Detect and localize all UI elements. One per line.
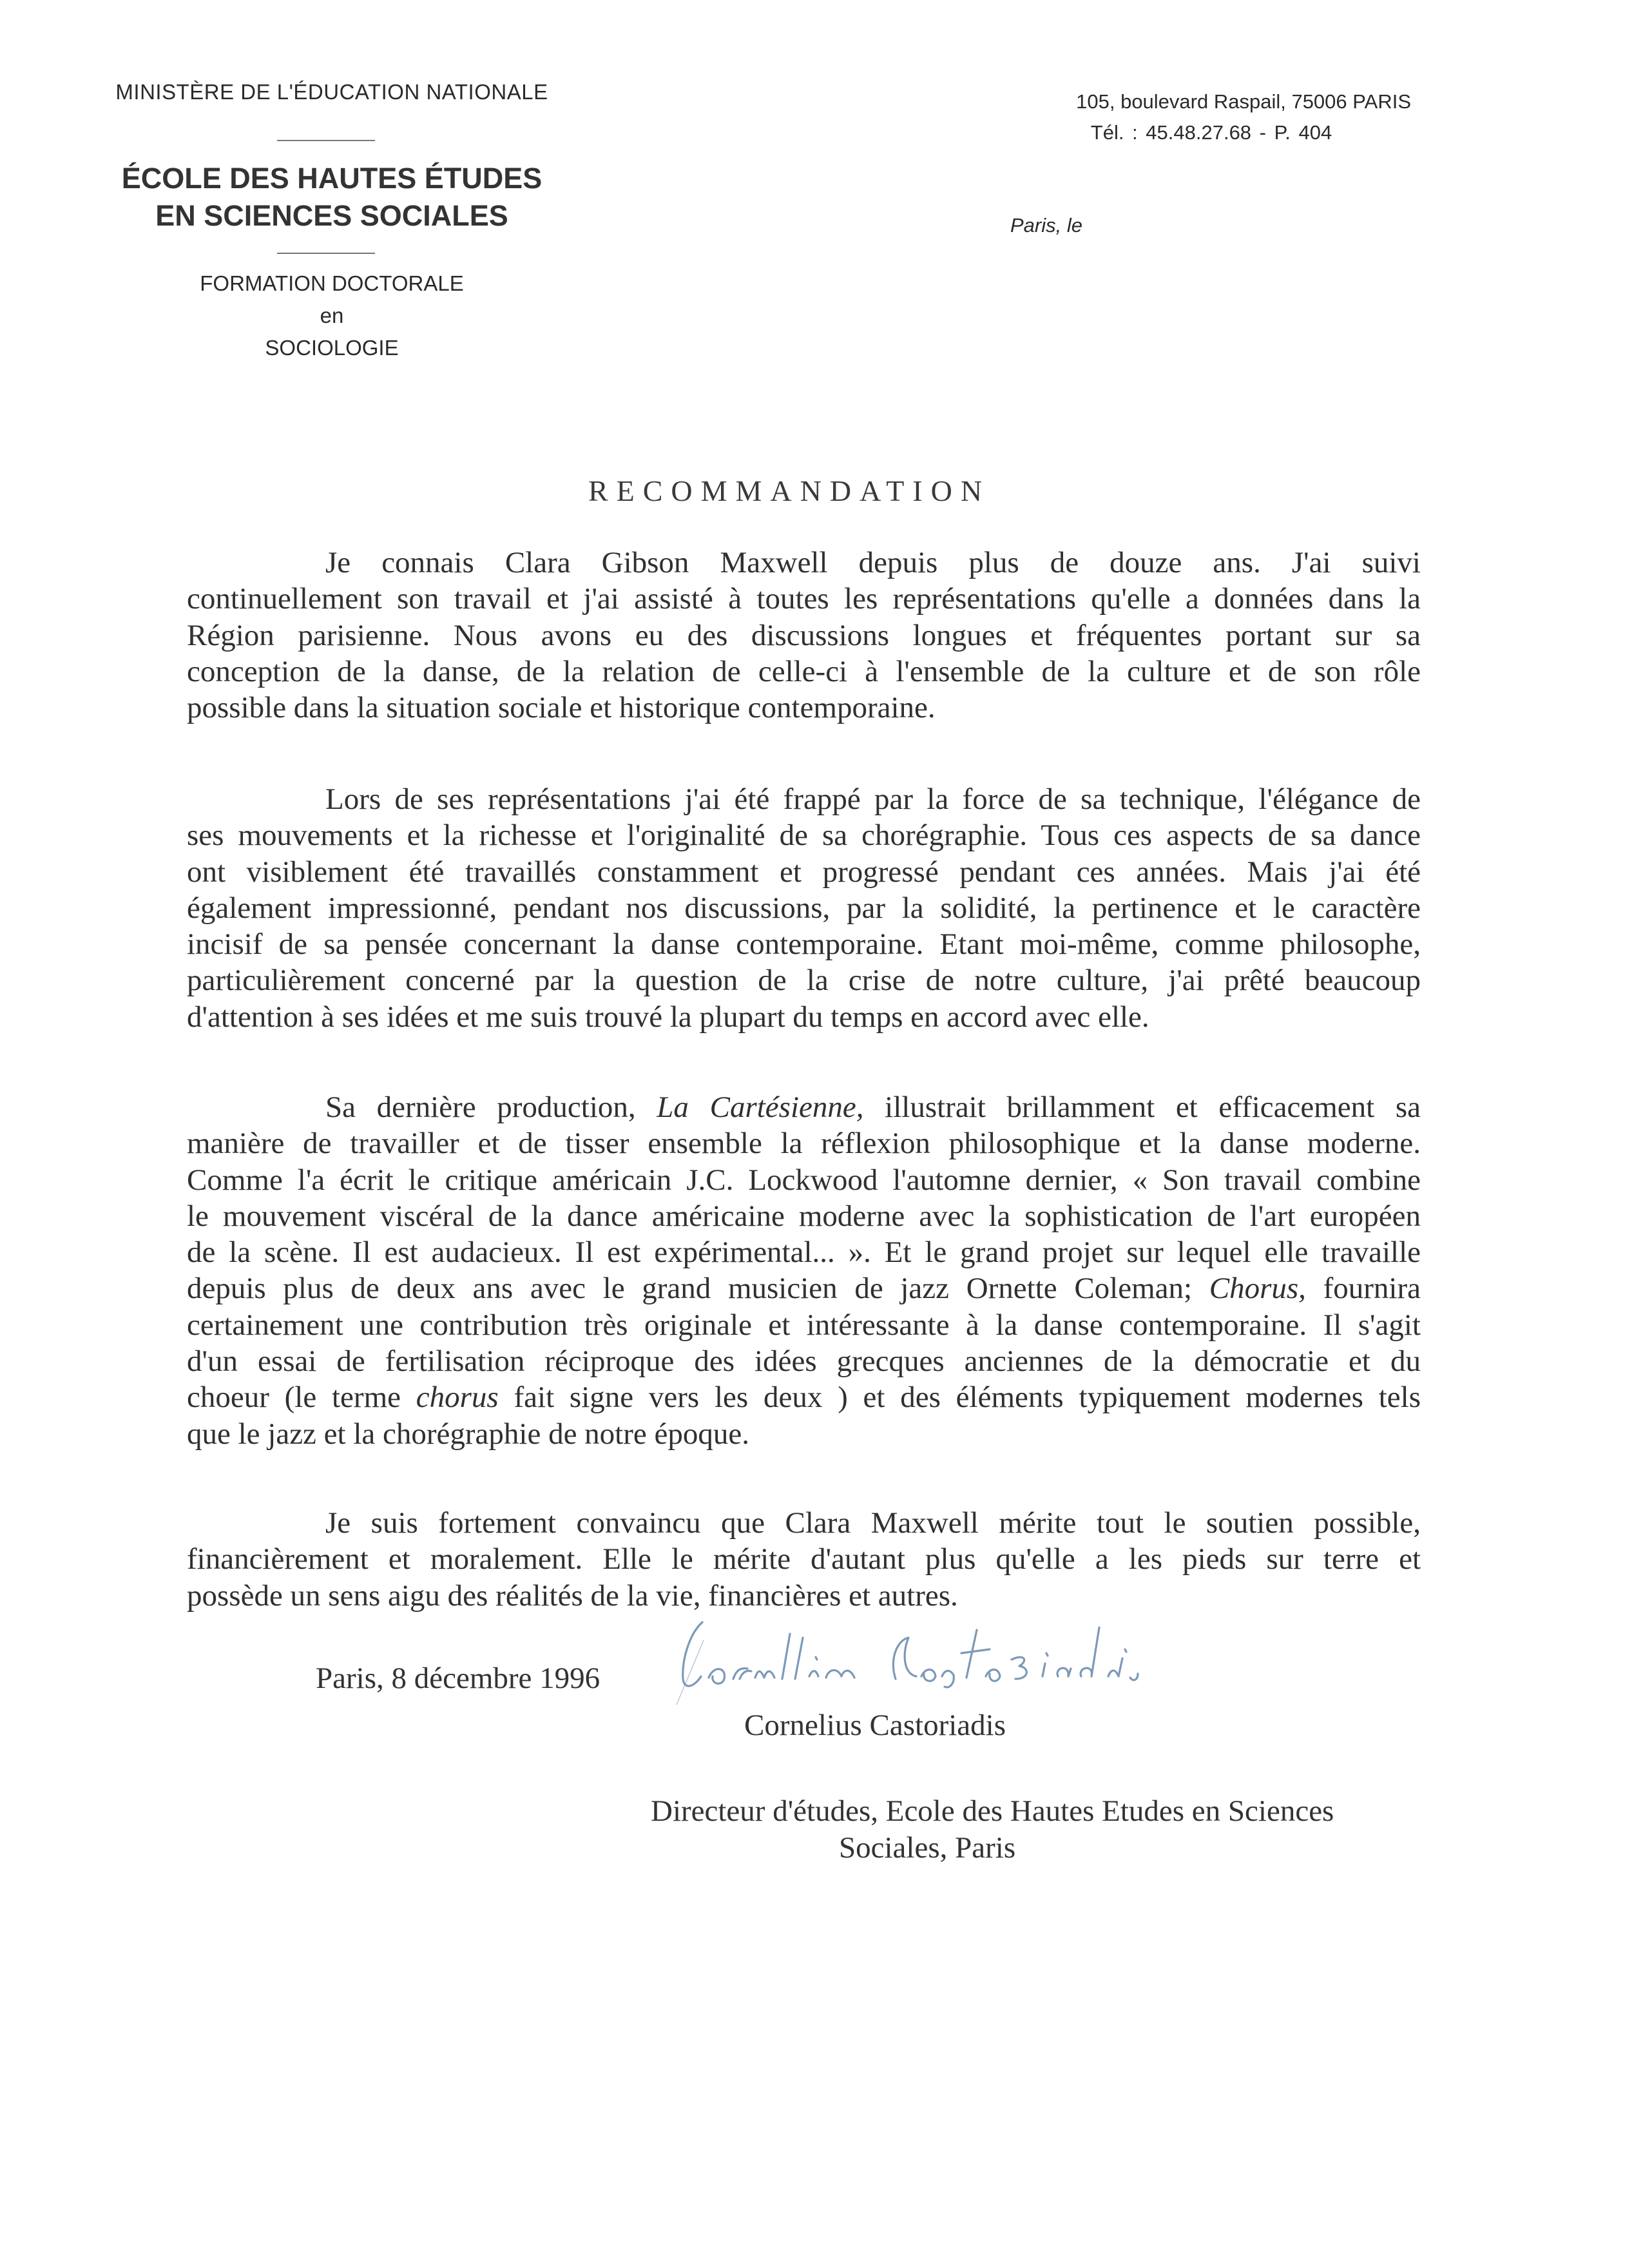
- paragraph-line: manière de travailler et de tisser ensemble la réflexion philosophique et la danse moderne.: [187, 1127, 1421, 1161]
- text-run: depuis plus de deux ans avec le grand musicien de jazz Ornette Coleman;: [187, 1272, 1193, 1306]
- italic-term: chorus: [416, 1381, 499, 1415]
- program-line-3: SOCIOLOGIE: [265, 336, 399, 360]
- place-date-prefix: Paris, le: [1010, 214, 1082, 237]
- text-run: fait signe vers les deux ) et des éléments typiquement modernes tels: [514, 1381, 1421, 1415]
- work-title: La Cartésienne,: [657, 1090, 864, 1124]
- paragraph-line: possède un sens aigu des réalités de la vie, financières et autres.: [187, 1578, 958, 1613]
- address: 105, boulevard Raspail, 75006 PARIS: [1076, 90, 1411, 113]
- school-name-line-2: EN SCIENCES SOCIALES: [155, 199, 508, 232]
- paragraph-line: Je connais Clara Gibson Maxwell depuis plus de douze ans. J'ai suivi: [325, 546, 1421, 579]
- paragraph-4: [187, 1505, 1421, 1614]
- signature-icon: [664, 1614, 1295, 1705]
- paragraph-line: d'attention à ses idées et me suis trouvé la plupart du temps en accord avec elle.: [187, 1000, 1149, 1034]
- paragraph-line: incisif de sa pensée concernant la danse contemporaine. Etant moi-même, comme philosophe,: [187, 927, 1421, 962]
- header-divider: [277, 253, 375, 254]
- handwritten-signature: [664, 1614, 1295, 1705]
- paragraph-line: Comme l'a écrit le critique américain J.C. Lockwood l'automne dernier, « Son travail combine: [187, 1163, 1421, 1197]
- document-title: RECOMMANDATION: [588, 474, 991, 507]
- school-name-line-1: ÉCOLE DES HAUTES ÉTUDES: [121, 162, 543, 195]
- school-name: [84, 160, 580, 235]
- paragraph-line: financièrement et moralement. Elle le mérite d'autant plus qu'elle a les pieds sur terre et: [187, 1542, 1421, 1576]
- paragraph-line: continuellement son travail et j'ai assisté à toutes les représentations qu'elle a données dans la: [187, 582, 1421, 616]
- text-run: choeur (le terme: [187, 1381, 401, 1415]
- paragraph-2: [187, 781, 1421, 1035]
- paragraph-line: également impressionné, pendant nos discussions, par la solidité, la pertinence et le caractère: [187, 891, 1421, 925]
- text-run: Sa dernière production,: [325, 1090, 636, 1124]
- signatory-role-line-2: Sociales, Paris: [839, 1831, 1016, 1865]
- paragraph-line: que le jazz et la chorégraphie de notre époque.: [187, 1417, 749, 1451]
- program-line-2: en: [320, 304, 344, 327]
- ministry-name: MINISTÈRE DE L'ÉDUCATION NATIONALE: [115, 80, 548, 104]
- paragraph-3: [187, 1089, 1421, 1452]
- phone: Tél. : 45.48.27.68 - P. 404: [1090, 121, 1332, 144]
- paragraph-line: le mouvement viscéral de la dance américaine moderne avec la sophistication de l'art européen: [187, 1199, 1421, 1233]
- paragraph-line: particulièrement concerné par la question de la crise de notre culture, j'ai prêté beaucoup: [187, 964, 1421, 998]
- paragraph-line: ses mouvements et la richesse et l'originalité de sa chorégraphie. Tous ces aspects de sa dance: [187, 819, 1421, 853]
- header-divider: [277, 140, 375, 141]
- paragraph-line: Lors de ses représentations j'ai été frappé par la force de sa technique, l'élégance de: [325, 782, 1421, 816]
- work-title: Chorus,: [1209, 1272, 1306, 1306]
- signatory-role-line-1: Directeur d'études, Ecole des Hautes Etudes en Sciences: [651, 1794, 1334, 1828]
- paragraph-line: certainement une contribution très originale et intéressante à la danse contemporaine. Il s'agit: [187, 1308, 1421, 1342]
- program-line-1: FORMATION DOCTORALE: [200, 271, 464, 295]
- paragraph-line: d'un essai de fertilisation réciproque des idées grecques anciennes de la démocratie et du: [187, 1344, 1421, 1379]
- paragraph-1: [187, 545, 1421, 726]
- text-run: illustrait brillamment et efficacement sa: [885, 1090, 1421, 1124]
- text-run: fournira: [1323, 1272, 1421, 1306]
- closing-place-date: Paris, 8 décembre 1996: [316, 1662, 601, 1695]
- paragraph-line: Région parisienne. Nous avons eu des discussions longues et fréquentes portant sur sa: [187, 618, 1421, 652]
- paragraph-line: [187, 1089, 1421, 1125]
- paragraph-line: conception de la danse, de la relation de celle-ci à l'ensemble de la culture et de son rôle: [187, 654, 1421, 688]
- program-name: [84, 267, 580, 364]
- paragraph-line: possible dans la situation sociale et historique contemporaine.: [187, 691, 936, 725]
- paragraph-line: Je suis fortement convaincu que Clara Maxwell mérite tout le soutien possible,: [325, 1506, 1421, 1540]
- signatory-name: Cornelius Castoriadis: [744, 1709, 1006, 1742]
- paragraph-line: [187, 1379, 1421, 1415]
- paragraph-line: [187, 1270, 1421, 1306]
- paragraph-line: ont visiblement été travaillés constamment et progressé pendant ces années. Mais j'ai été: [187, 855, 1421, 889]
- paragraph-line: de la scène. Il est audacieux. Il est expérimental... ». Et le grand projet sur lequel elle travaille: [187, 1236, 1421, 1270]
